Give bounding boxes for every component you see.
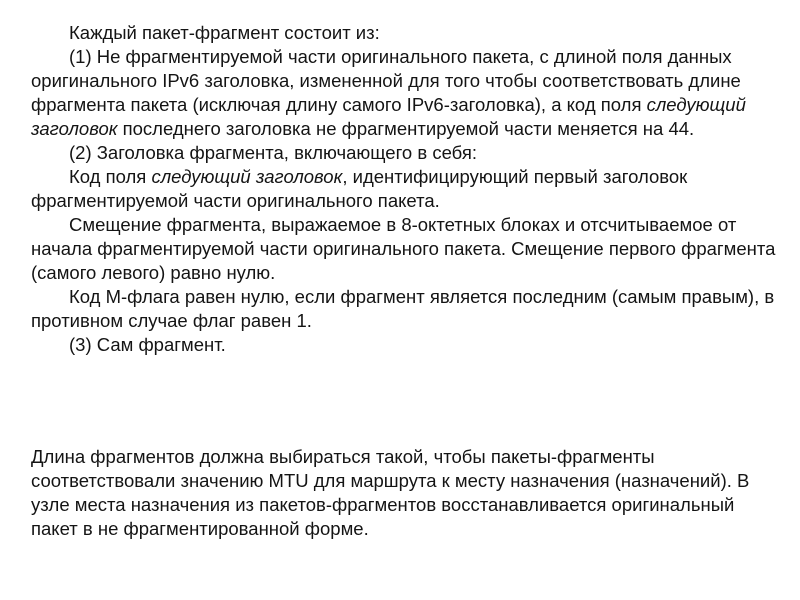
- m-flag-paragraph: Код М-флага равен нулю, если фрагмент является последним (самым правым), в противном случае флаг равен 1.: [31, 286, 775, 331]
- fragment-length-note: [31, 445, 751, 541]
- fragment-structure-text: [31, 21, 776, 357]
- item-3-line: (3) Сам фрагмент.: [69, 334, 226, 355]
- note-paragraph: Длина фрагментов должна выбираться такой, чтобы пакеты-фрагменты соответствовали значению MTU для маршрута к месту назначения (назначений). В узле места назначения из пакетов-фрагментов восстанавливается оригинальный пакет в не фрагментированной форме.: [31, 446, 750, 539]
- next-header-text-end: , идентифицирующий первый заголовок фрагментируемой части оригинального пакета.: [31, 166, 688, 211]
- item-1-emphasis: следующий заголовок: [31, 94, 746, 139]
- next-header-emphasis: следующий заголовок: [151, 166, 343, 187]
- item-1-paragraph: [31, 45, 776, 141]
- item-1-text: (1) Не фрагментируемой части оригинального пакета, с длиной поля данных оригинального IPv6 заголовка, измененной для того чтобы соответствовать длине фрагмента пакета (исключая длину самого IPv6-заголовка), а код поля: [31, 46, 741, 115]
- item-1-text-end: последнего заголовка не фрагментируемой части меняется на 44.: [117, 118, 695, 139]
- next-header-paragraph: [31, 165, 776, 213]
- offset-paragraph: Смещение фрагмента, выражаемое в 8-октетных блоках и отсчитываемое от начала фрагментируемой части оригинального пакета. Смещение первого фрагмента (самого левого) равно нулю.: [31, 214, 776, 283]
- intro-line: Каждый пакет-фрагмент состоит из:: [69, 22, 380, 43]
- item-2-line: (2) Заголовка фрагмента, включающего в себя:: [69, 142, 478, 163]
- next-header-text: Код поля: [69, 166, 152, 187]
